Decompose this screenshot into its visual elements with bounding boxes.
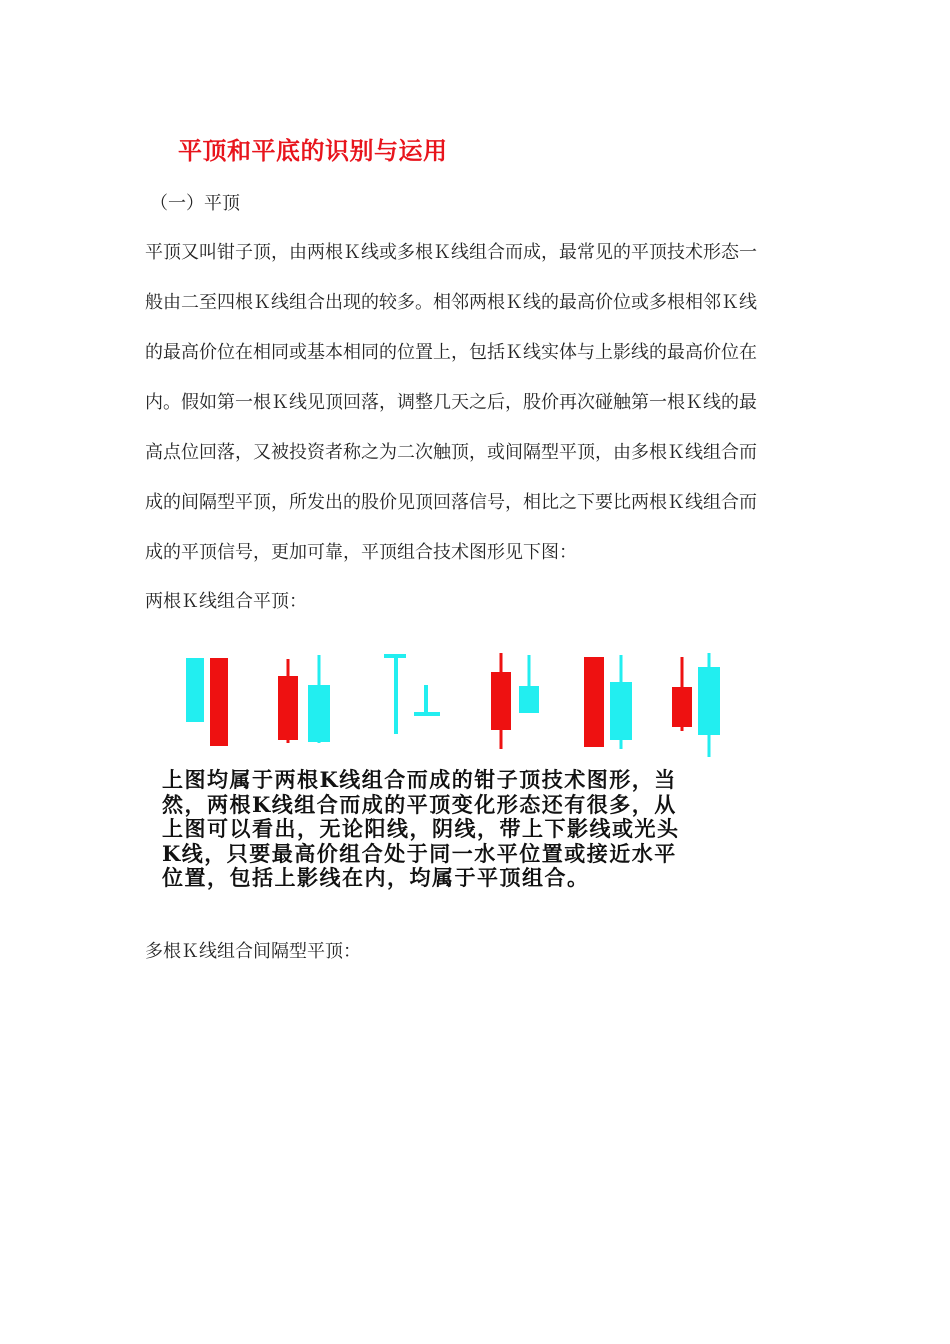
candle-bull xyxy=(672,687,692,727)
candle-bear xyxy=(308,685,330,742)
doji-stem xyxy=(424,685,428,715)
section-heading: （一）平顶 xyxy=(150,193,240,214)
para-line: 成的平顶信号，更加可靠，平顶组合技术图形见下图： xyxy=(145,542,577,563)
candle-bear xyxy=(610,682,632,740)
candle-bull xyxy=(491,672,511,730)
candle-bear xyxy=(698,667,720,735)
figure-caption xyxy=(162,768,762,891)
candlestick-figure xyxy=(170,645,740,763)
body-paragraph xyxy=(145,228,805,578)
para-line: 般由二至四根Ｋ线组合出现的较多。相邻两根Ｋ线的最高价位或多根相邻Ｋ线 xyxy=(145,292,757,313)
caption-line: 然，两根K线组合而成的平顶变化形态还有很多，从 xyxy=(162,791,677,817)
candle-bear xyxy=(186,658,204,722)
label-two-candles: 两根Ｋ线组合平顶： xyxy=(145,591,307,612)
label-multi-candles: 多根Ｋ线组合间隔型平顶： xyxy=(145,941,361,962)
para-line: 高点位回落，又被投资者称之为二次触顶，或间隔型平顶，由多根Ｋ线组合而 xyxy=(145,442,757,463)
caption-line: 位置，包括上影线在内，均属于平顶组合。 xyxy=(162,865,590,890)
caption-line: 上图均属于两根K线组合而成的钳子顶技术图形，当 xyxy=(162,767,677,792)
doji-base-bar xyxy=(414,712,440,716)
para-line: 成的间隔型平顶，所发出的股价见顶回落信号，相比之下要比两根Ｋ线组合而 xyxy=(145,492,757,513)
candle-bull xyxy=(584,657,604,747)
para-line: 内。假如第一根Ｋ线见顶回落，调整几天之后，股价再次碰触第一根Ｋ线的最 xyxy=(145,392,757,413)
para-line: 的最高价位在相同或基本相同的位置上，包括Ｋ线实体与上影线的最高价位在 xyxy=(145,342,757,363)
doji-stem xyxy=(394,654,398,734)
candle-bull xyxy=(278,676,298,740)
caption-line: K线，只要最高价组合处于同一水平位置或接近水平 xyxy=(162,840,677,866)
para-line: 平顶又叫钳子顶，由两根Ｋ线或多根Ｋ线组合而成，最常见的平顶技术形态一 xyxy=(145,242,757,263)
candle-bull xyxy=(210,658,228,746)
doc-title: 平顶和平底的识别与运用 xyxy=(178,137,448,165)
caption-line: 上图可以看出，无论阳线，阴线，带上下影线或光头 xyxy=(162,816,680,841)
candle-bear xyxy=(519,686,539,713)
